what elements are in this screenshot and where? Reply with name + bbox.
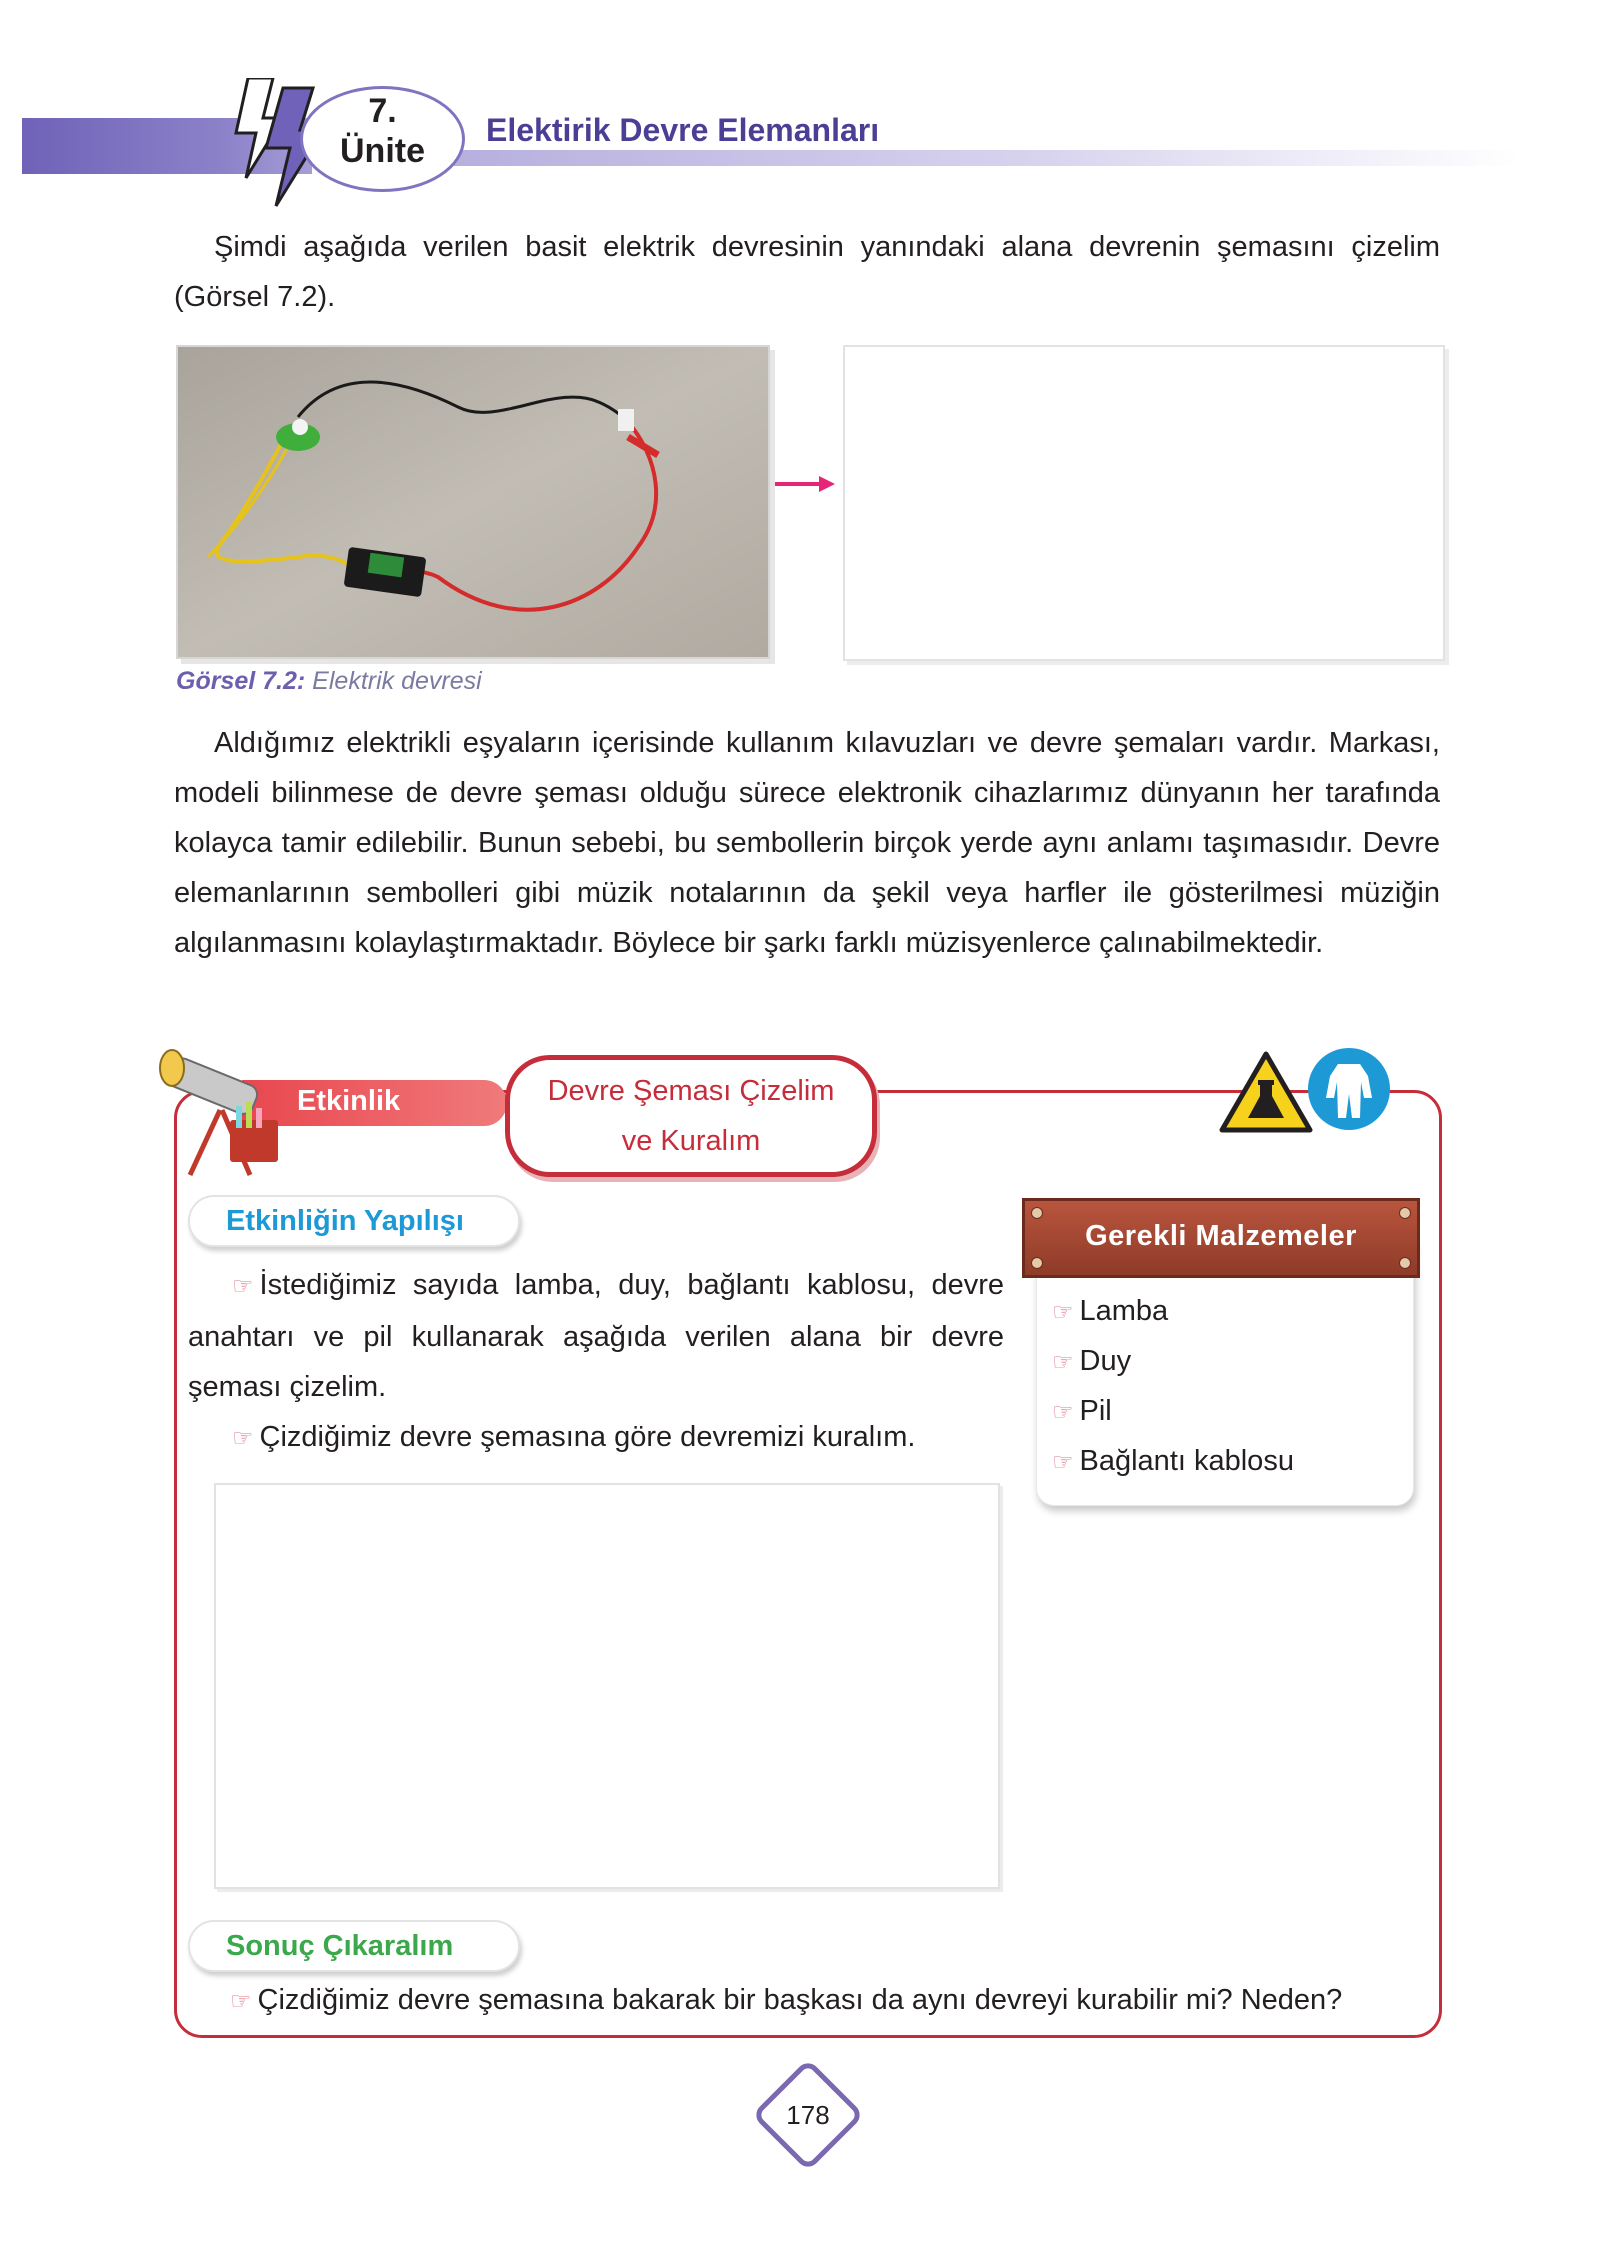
howto-item-text: İstediğimiz sayıda lamba, duy, bağlantı kablosu, devre anahtarı ve pil kullanarak aşağıda verilen alana bir devre şeması çizelim. [188,1269,1004,1403]
activity-drawing-area[interactable] [214,1483,1000,1889]
material-item [1052,1295,1168,1328]
material-item-text: Lamba [1079,1295,1169,1327]
circuit-photo [176,345,770,659]
unit-number: 7. [368,92,397,130]
material-item-text: Pil [1079,1395,1112,1427]
howto-heading: Etkinliğin Yapılışı [188,1195,520,1247]
body-paragraph: Aldığımız elektrikli eşyaların içerisinde kullanım kılavuzları ve devre şemaları vardır. Markası, modeli bilinmese de devre şeması olduğu sürece elektronik cihazlarımız dünyanın her tarafında kolayca tamir edilebilir. Bunun sebebi, bu sembollerin birçok yerde aynı anlamı taşımasıdır. Devre elemanlarının sembolleri gibi müzik notalarının da şekil veya harfler ile gösterilmesi müziğin algılanmasını kolaylaştırmaktadır. Böylece bir şarkı farklı müzisyenlerce çalınabilmektedir. [174,727,1440,959]
pointing-hand-icon: ☞ [1052,1399,1074,1426]
result-item [230,1975,1430,2027]
pointing-hand-icon: ☞ [1052,1449,1074,1476]
activity-title-line2: ve Kuralım [621,1125,761,1157]
activity-tag-label: Etkinlik [297,1085,401,1117]
material-item [1052,1395,1112,1428]
activity-title-box [505,1055,877,1177]
chapter-title: Elektirik Devre Elemanları [486,112,880,148]
figure-caption-label: Görsel 7.2: [176,667,306,695]
pointing-hand-icon: ☞ [232,1425,254,1452]
figure-caption-text: Elektrik devresi [305,667,482,695]
pointing-hand-icon: ☞ [1052,1349,1074,1376]
materials-heading: Gerekli Malzemeler [1085,1220,1357,1252]
activity-title-line1: Devre Şeması Çizelim [547,1075,835,1107]
figure-caption [176,667,482,696]
pointing-hand-icon: ☞ [230,1988,252,2015]
result-item-text: Çizdiğimiz devre şemasına bakarak bir başkası da aynı devreyi kurabilir mi? Neden? [257,1984,1343,2016]
telescope-icon [150,1040,290,1180]
intro-paragraph: Şimdi aşağıda verilen basit elektrik devresinin yanındaki alana devrenin şemasını çizelim (Görsel 7.2). [174,231,1440,313]
result-heading: Sonuç Çıkaralım [188,1920,520,1972]
material-item [1052,1445,1294,1478]
howto-list [188,1260,1004,1464]
chemical-warning-icon [1218,1050,1314,1134]
pointing-hand-icon: ☞ [232,1273,254,1300]
protective-suit-icon [1306,1046,1392,1132]
material-item [1052,1345,1131,1378]
unit-label: Ünite [340,132,425,170]
pointing-hand-icon: ☞ [1052,1299,1074,1326]
arrow-right-icon [775,472,835,496]
howto-item [188,1412,1004,1464]
page-number: 178 [786,2100,830,2130]
howto-item-text: Çizdiğimiz devre şemasına göre devremizi kuralım. [259,1421,916,1453]
material-item-text: Duy [1079,1345,1132,1377]
schematic-drawing-area[interactable] [843,345,1445,661]
howto-item [188,1260,1004,1412]
material-item-text: Bağlantı kablosu [1079,1445,1294,1477]
header-line [440,150,1520,166]
